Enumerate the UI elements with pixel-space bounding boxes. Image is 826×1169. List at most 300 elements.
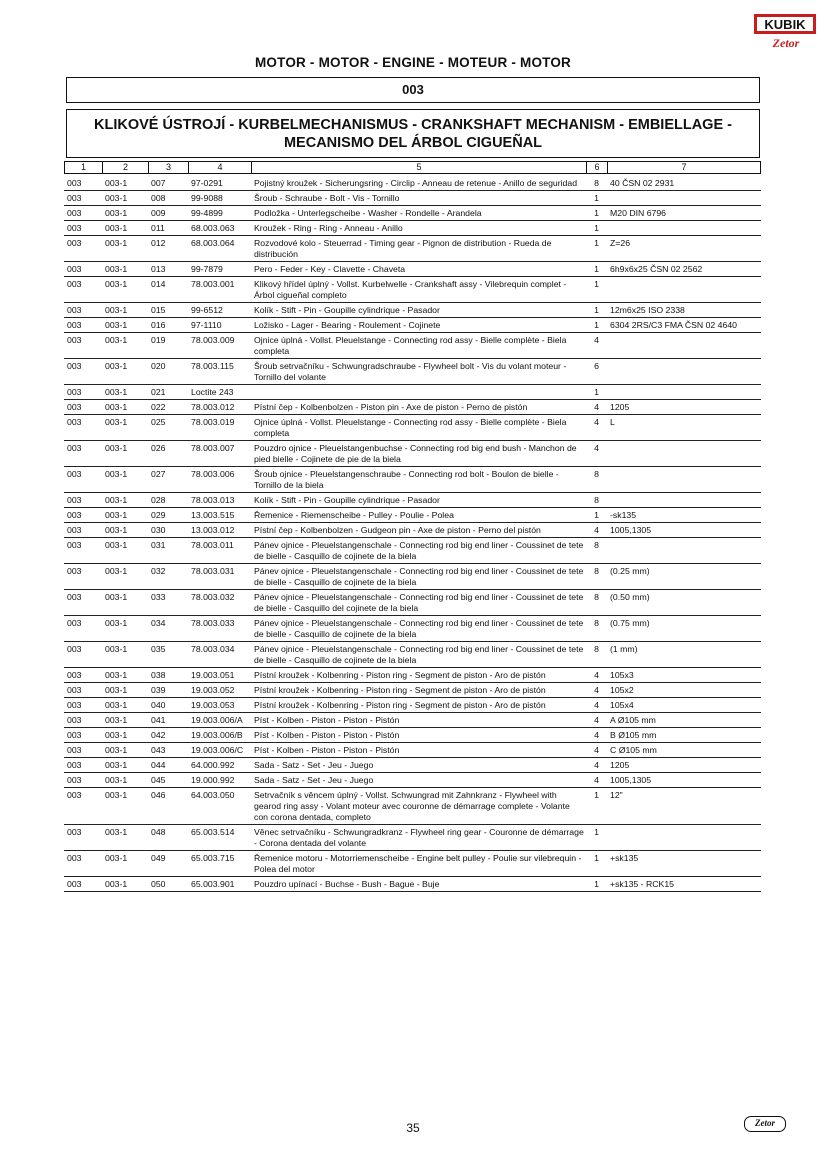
table-row [64,773,761,788]
cell-note: M20 DIN 6796 [607,206,761,221]
cell-c4: 78.003.032 [188,590,251,616]
cell-qty: 4 [586,668,607,683]
cell-qty: 4 [586,400,607,415]
cell-c3: 034 [148,616,188,642]
cell-desc: Pero - Feder - Key - Clavette - Chaveta [251,262,586,277]
cell-c4: 78.003.034 [188,642,251,668]
table-row [64,359,761,385]
cell-note: 1005,1305 [607,773,761,788]
cell-note: +sk135 - RCK15 [607,877,761,892]
cell-c1: 003 [64,206,102,221]
table-row [64,441,761,467]
cell-c3: 048 [148,825,188,851]
cell-c2: 003-1 [102,825,148,851]
table-row [64,415,761,441]
cell-c4: 97-0291 [188,176,251,191]
cell-qty: 4 [586,728,607,743]
cell-c4: 99-4899 [188,206,251,221]
cell-c4: Loctite 243 [188,385,251,400]
logo-kubik-text: KUBIK [754,14,816,34]
cell-c1: 003 [64,176,102,191]
cell-desc: Šroub - Schraube - Bolt - Vis - Tornillo [251,191,586,206]
cell-desc: Pístní čep - Kolbenbolzen - Piston pin - Axe de piston - Perno de pistón [251,400,586,415]
cell-c1: 003 [64,400,102,415]
cell-note [607,493,761,508]
cell-c3: 032 [148,564,188,590]
cell-desc: Pánev ojnice - Pleuelstangenschale - Connecting rod big end liner - Coussinet de tete de bielle - Casquillo de cojinete de la biela [251,642,586,668]
cell-desc: Sada - Satz - Set - Jeu - Juego [251,758,586,773]
cell-c3: 030 [148,523,188,538]
table-row [64,221,761,236]
cell-c2: 003-1 [102,590,148,616]
table-row [64,385,761,400]
cell-desc: Pístní kroužek - Kolbenring - Piston ring - Segment de piston - Aro de pistón [251,668,586,683]
cell-c4: 13.003.515 [188,508,251,523]
cell-note: Z=26 [607,236,761,262]
cell-c1: 003 [64,773,102,788]
cell-desc: Sada - Satz - Set - Jeu - Juego [251,773,586,788]
table-header [64,161,761,174]
cell-c2: 003-1 [102,191,148,206]
cell-c3: 050 [148,877,188,892]
section-title-line2: MECANISMO DEL ÁRBOL CIGUEÑAL [283,135,543,151]
cell-c1: 003 [64,493,102,508]
cell-c1: 003 [64,743,102,758]
cell-c3: 013 [148,262,188,277]
cell-desc: Řemenice motoru - Motorriemenscheibe - Engine belt pulley - Poulie sur vilebrequin - Polea del motor [251,851,586,877]
cell-qty: 1 [586,303,607,318]
cell-qty: 4 [586,523,607,538]
cell-desc: Píst - Kolben - Piston - Piston - Pistón [251,743,586,758]
cell-c1: 003 [64,642,102,668]
cell-note [607,385,761,400]
cell-c2: 003-1 [102,851,148,877]
cell-note: 12" [607,788,761,825]
cell-qty: 1 [586,277,607,303]
cell-c2: 003-1 [102,333,148,359]
cell-c3: 015 [148,303,188,318]
cell-c2: 003-1 [102,262,148,277]
cell-c4: 19.003.006/C [188,743,251,758]
cell-c4: 68.003.063 [188,221,251,236]
col-header-6: 6 [587,162,608,173]
cell-note [607,825,761,851]
cell-qty: 1 [586,385,607,400]
cell-c1: 003 [64,415,102,441]
cell-c2: 003-1 [102,318,148,333]
cell-note [607,221,761,236]
cell-qty: 1 [586,318,607,333]
cell-c3: 044 [148,758,188,773]
cell-note: 12m6x25 ISO 2338 [607,303,761,318]
cell-note [607,277,761,303]
table-row [64,303,761,318]
cell-c2: 003-1 [102,668,148,683]
cell-c2: 003-1 [102,277,148,303]
cell-desc: Ojnice úplná - Vollst. Pleuelstange - Connecting rod assy - Bielle complète - Biela completa [251,415,586,441]
cell-qty: 8 [586,590,607,616]
cell-desc: Pístní kroužek - Kolbenring - Piston ring - Segment de piston - Aro de pistón [251,698,586,713]
cell-note: 6h9x6x25 ČSN 02 2562 [607,262,761,277]
cell-c1: 003 [64,508,102,523]
cell-c4: 19.003.053 [188,698,251,713]
cell-c1: 003 [64,698,102,713]
cell-desc: Věnec setrvačníku - Schwungradkranz - Flywheel ring gear - Couronne de démarrage - Corona dentada del volante [251,825,586,851]
page-title: MOTOR - MOTOR - ENGINE - MOTEUR - MOTOR [254,55,572,70]
cell-c4: 78.003.001 [188,277,251,303]
cell-note: B Ø105 mm [607,728,761,743]
cell-c2: 003-1 [102,415,148,441]
cell-desc: Pánev ojnice - Pleuelstangenschale - Connecting rod big end liner - Coussinet de tete de bielle - Casquillo del cojinete de la biela [251,590,586,616]
cell-desc: Pouzdro ojnice - Pleuelstangenbuchse - Connecting rod big end bush - Manchon de pied bielle - Cojinete de pie de la biela [251,441,586,467]
cell-note: 105x3 [607,668,761,683]
cell-c4: 68.003.064 [188,236,251,262]
cell-c3: 046 [148,788,188,825]
cell-c3: 014 [148,277,188,303]
cell-c2: 003-1 [102,728,148,743]
cell-desc [251,385,586,400]
cell-qty: 4 [586,683,607,698]
cell-desc: Šroub ojnice - Pleuelstangenschraube - Connecting rod bolt - Boulon de bielle - Tornillo de la biela [251,467,586,493]
table-row [64,698,761,713]
cell-c1: 003 [64,758,102,773]
table-row [64,713,761,728]
cell-desc: Pouzdro upínací - Buchse - Bush - Bague - Buje [251,877,586,892]
cell-qty: 1 [586,788,607,825]
cell-c4: 65.003.901 [188,877,251,892]
cell-c1: 003 [64,262,102,277]
cell-note [607,467,761,493]
cell-desc: Pánev ojnice - Pleuelstangenschale - Connecting rod big end liner - Coussinet de tete de bielle - Casquillo de cojinete de la biela [251,538,586,564]
cell-c4: 99-9088 [188,191,251,206]
cell-c3: 022 [148,400,188,415]
cell-c3: 043 [148,743,188,758]
table-row [64,851,761,877]
zetor-footer-logo: Zetor [744,1116,786,1132]
cell-c1: 003 [64,221,102,236]
cell-c2: 003-1 [102,303,148,318]
table-row [64,564,761,590]
cell-c2: 003-1 [102,523,148,538]
cell-c2: 003-1 [102,493,148,508]
cell-c4: 78.003.012 [188,400,251,415]
cell-c1: 003 [64,851,102,877]
cell-note [607,191,761,206]
cell-c4: 78.003.007 [188,441,251,467]
cell-note: (0.75 mm) [607,616,761,642]
cell-c3: 020 [148,359,188,385]
cell-desc: Šroub setrvačníku - Schwungradschraube - Flywheel bolt - Vis du volant moteur - Tornillo del volante [251,359,586,385]
table-row [64,743,761,758]
cell-c3: 011 [148,221,188,236]
page-number: 35 [406,1121,420,1135]
cell-qty: 4 [586,333,607,359]
cell-qty: 8 [586,564,607,590]
cell-c4: 99-6512 [188,303,251,318]
table-row [64,642,761,668]
cell-qty: 4 [586,415,607,441]
cell-note [607,359,761,385]
cell-c2: 003-1 [102,713,148,728]
cell-c4: 97-1110 [188,318,251,333]
cell-desc: Pojistný kroužek - Sicherungsring - Circlip - Anneau de retenue - Anillo de seguridad [251,176,586,191]
cell-c4: 78.003.011 [188,538,251,564]
cell-note: (1 mm) [607,642,761,668]
cell-c4: 19.003.051 [188,668,251,683]
table-row [64,333,761,359]
section-title [66,109,760,158]
table-row [64,788,761,825]
cell-c3: 038 [148,668,188,683]
cell-c4: 64.003.050 [188,788,251,825]
cell-qty: 4 [586,698,607,713]
cell-qty: 1 [586,508,607,523]
parts-table [64,176,761,892]
cell-c2: 003-1 [102,359,148,385]
cell-c3: 027 [148,467,188,493]
cell-c1: 003 [64,467,102,493]
cell-c3: 035 [148,642,188,668]
cell-c1: 003 [64,538,102,564]
cell-c3: 012 [148,236,188,262]
cell-c4: 99-7879 [188,262,251,277]
cell-desc: Podložka - Unterlegscheibe - Washer - Rondelle - Arandela [251,206,586,221]
cell-c2: 003-1 [102,508,148,523]
cell-c4: 64.000.992 [188,758,251,773]
cell-c3: 028 [148,493,188,508]
cell-qty: 4 [586,441,607,467]
cell-c2: 003-1 [102,441,148,467]
cell-c2: 003-1 [102,400,148,415]
cell-c2: 003-1 [102,773,148,788]
cell-c4: 78.003.033 [188,616,251,642]
table-row [64,728,761,743]
cell-c4: 19.003.052 [188,683,251,698]
cell-c3: 045 [148,773,188,788]
cell-c1: 003 [64,385,102,400]
cell-c1: 003 [64,303,102,318]
cell-c1: 003 [64,333,102,359]
cell-c2: 003-1 [102,221,148,236]
table-row [64,825,761,851]
table-row [64,668,761,683]
cell-c4: 78.003.115 [188,359,251,385]
cell-desc: Setrvačník s věncem úplný - Vollst. Schwungrad mit Zahnkranz - Flywheel with gearod ring assy - Volant moteur avec couronne de démarrage complete - Volante con corona dentada, completo [251,788,586,825]
cell-note: 105x2 [607,683,761,698]
cell-c1: 003 [64,616,102,642]
table-row [64,206,761,221]
table-row [64,236,761,262]
col-header-7: 7 [681,162,687,172]
cell-c1: 003 [64,877,102,892]
cell-c1: 003 [64,236,102,262]
cell-c1: 003 [64,668,102,683]
cell-note: (0.50 mm) [607,590,761,616]
cell-qty: 8 [586,176,607,191]
cell-desc: Kolík - Stift - Pin - Goupille cylindrique - Pasador [251,303,586,318]
cell-c2: 003-1 [102,236,148,262]
cell-c2: 003-1 [102,467,148,493]
cell-c3: 039 [148,683,188,698]
cell-qty: 4 [586,743,607,758]
cell-qty: 1 [586,877,607,892]
cell-c1: 003 [64,713,102,728]
cell-c1: 003 [64,683,102,698]
group-code: 003 [66,77,760,103]
table-row [64,683,761,698]
cell-c1: 003 [64,564,102,590]
cell-c1: 003 [64,728,102,743]
cell-note [607,538,761,564]
table-row [64,176,761,191]
cell-note [607,333,761,359]
cell-c2: 003-1 [102,176,148,191]
table-row [64,400,761,415]
cell-c3: 025 [148,415,188,441]
cell-note: 1005,1305 [607,523,761,538]
cell-qty: 1 [586,191,607,206]
cell-c4: 65.003.514 [188,825,251,851]
cell-c4: 19.000.992 [188,773,251,788]
cell-c2: 003-1 [102,758,148,773]
cell-qty: 8 [586,616,607,642]
cell-desc: Řemenice - Riemenscheibe - Pulley - Poulie - Polea [251,508,586,523]
cell-c3: 021 [148,385,188,400]
cell-qty: 6 [586,359,607,385]
table-row [64,538,761,564]
cell-c2: 003-1 [102,683,148,698]
cell-qty: 1 [586,221,607,236]
col-header-2: 2 [103,162,149,173]
table-row [64,523,761,538]
cell-c3: 049 [148,851,188,877]
cell-qty: 8 [586,538,607,564]
cell-c1: 003 [64,318,102,333]
table-row [64,758,761,773]
cell-desc: Pístní kroužek - Kolbenring - Piston ring - Segment de piston - Aro de pistón [251,683,586,698]
cell-note: (0.25 mm) [607,564,761,590]
table-row [64,590,761,616]
cell-c4: 78.003.031 [188,564,251,590]
cell-c2: 003-1 [102,538,148,564]
kubik-zetor-logo [754,14,816,54]
cell-c3: 040 [148,698,188,713]
cell-note: +sk135 [607,851,761,877]
col-header-4: 4 [189,162,252,173]
table-row [64,467,761,493]
cell-c4: 78.003.009 [188,333,251,359]
table-row [64,262,761,277]
cell-c4: 19.003.006/A [188,713,251,728]
table-row [64,508,761,523]
cell-c4: 78.003.013 [188,493,251,508]
cell-c3: 007 [148,176,188,191]
cell-qty: 1 [586,851,607,877]
cell-c1: 003 [64,277,102,303]
cell-note: 6304 2RS/C3 FMA ČSN 02 4640 [607,318,761,333]
cell-c3: 041 [148,713,188,728]
section-title-line1: KLIKOVÉ ÚSTROJÍ - KURBELMECHANISMUS - CRANKSHAFT MECHANISM - EMBIELLAGE - [94,117,732,133]
parts-table-body [64,176,761,892]
cell-qty: 4 [586,773,607,788]
cell-c2: 003-1 [102,698,148,713]
cell-qty: 8 [586,642,607,668]
cell-c4: 78.003.019 [188,415,251,441]
cell-c1: 003 [64,191,102,206]
col-header-1: 1 [65,162,103,173]
cell-c3: 009 [148,206,188,221]
cell-desc: Ložisko - Lager - Bearing - Roulement - Cojinete [251,318,586,333]
cell-c2: 003-1 [102,788,148,825]
cell-note: L [607,415,761,441]
cell-qty: 4 [586,758,607,773]
cell-c2: 003-1 [102,385,148,400]
table-row [64,277,761,303]
table-row [64,493,761,508]
cell-desc: Pánev ojnice - Pleuelstangenschale - Connecting rod big end liner - Coussinet de tete de bielle - Casquillo de cojinete de la biela [251,616,586,642]
cell-c1: 003 [64,590,102,616]
cell-c4: 19.003.006/B [188,728,251,743]
cell-c1: 003 [64,825,102,851]
cell-c2: 003-1 [102,877,148,892]
cell-c2: 003-1 [102,743,148,758]
cell-note: -sk135 [607,508,761,523]
cell-c4: 13.003.012 [188,523,251,538]
cell-note: 105x4 [607,698,761,713]
cell-c1: 003 [64,788,102,825]
cell-note [607,441,761,467]
cell-desc: Klikový hřídel úplný - Vollst. Kurbelwelle - Crankshaft assy - Vilebrequin complet - Árbol cigueñal completo [251,277,586,303]
table-row [64,318,761,333]
cell-c4: 78.003.006 [188,467,251,493]
cell-c2: 003-1 [102,616,148,642]
cell-c3: 029 [148,508,188,523]
cell-desc: Píst - Kolben - Piston - Piston - Pistón [251,728,586,743]
cell-c3: 033 [148,590,188,616]
cell-qty: 4 [586,713,607,728]
cell-qty: 1 [586,825,607,851]
cell-c3: 019 [148,333,188,359]
cell-c2: 003-1 [102,642,148,668]
cell-qty: 8 [586,467,607,493]
cell-desc: Pístní čep - Kolbenbolzen - Gudgeon pin - Axe de piston - Perno del pistón [251,523,586,538]
cell-note: 1205 [607,400,761,415]
cell-qty: 1 [586,236,607,262]
cell-c1: 003 [64,441,102,467]
cell-qty: 1 [586,262,607,277]
table-row [64,616,761,642]
cell-desc: Rozvodové kolo - Steuerrad - Timing gear - Pignon de distribution - Rueda de distribución [251,236,586,262]
cell-c3: 016 [148,318,188,333]
cell-desc: Pánev ojnice - Pleuelstangenschale - Connecting rod big end liner - Coussinet de tete de bielle - Casquillo de cojinete de la biela [251,564,586,590]
cell-desc: Píst - Kolben - Piston - Piston - Pistón [251,713,586,728]
cell-note: 1205 [607,758,761,773]
cell-c2: 003-1 [102,564,148,590]
cell-qty: 8 [586,493,607,508]
cell-c4: 65.003.715 [188,851,251,877]
cell-note: C Ø105 mm [607,743,761,758]
cell-note: A Ø105 mm [607,713,761,728]
cell-c3: 026 [148,441,188,467]
cell-c1: 003 [64,523,102,538]
col-header-3: 3 [149,162,189,173]
cell-desc: Kroužek - Ring - Ring - Anneau - Anillo [251,221,586,236]
cell-c3: 042 [148,728,188,743]
table-row [64,191,761,206]
cell-c3: 008 [148,191,188,206]
cell-desc: Kolík - Stift - Pin - Goupille cylindrique - Pasador [251,493,586,508]
col-header-5: 5 [252,162,587,173]
